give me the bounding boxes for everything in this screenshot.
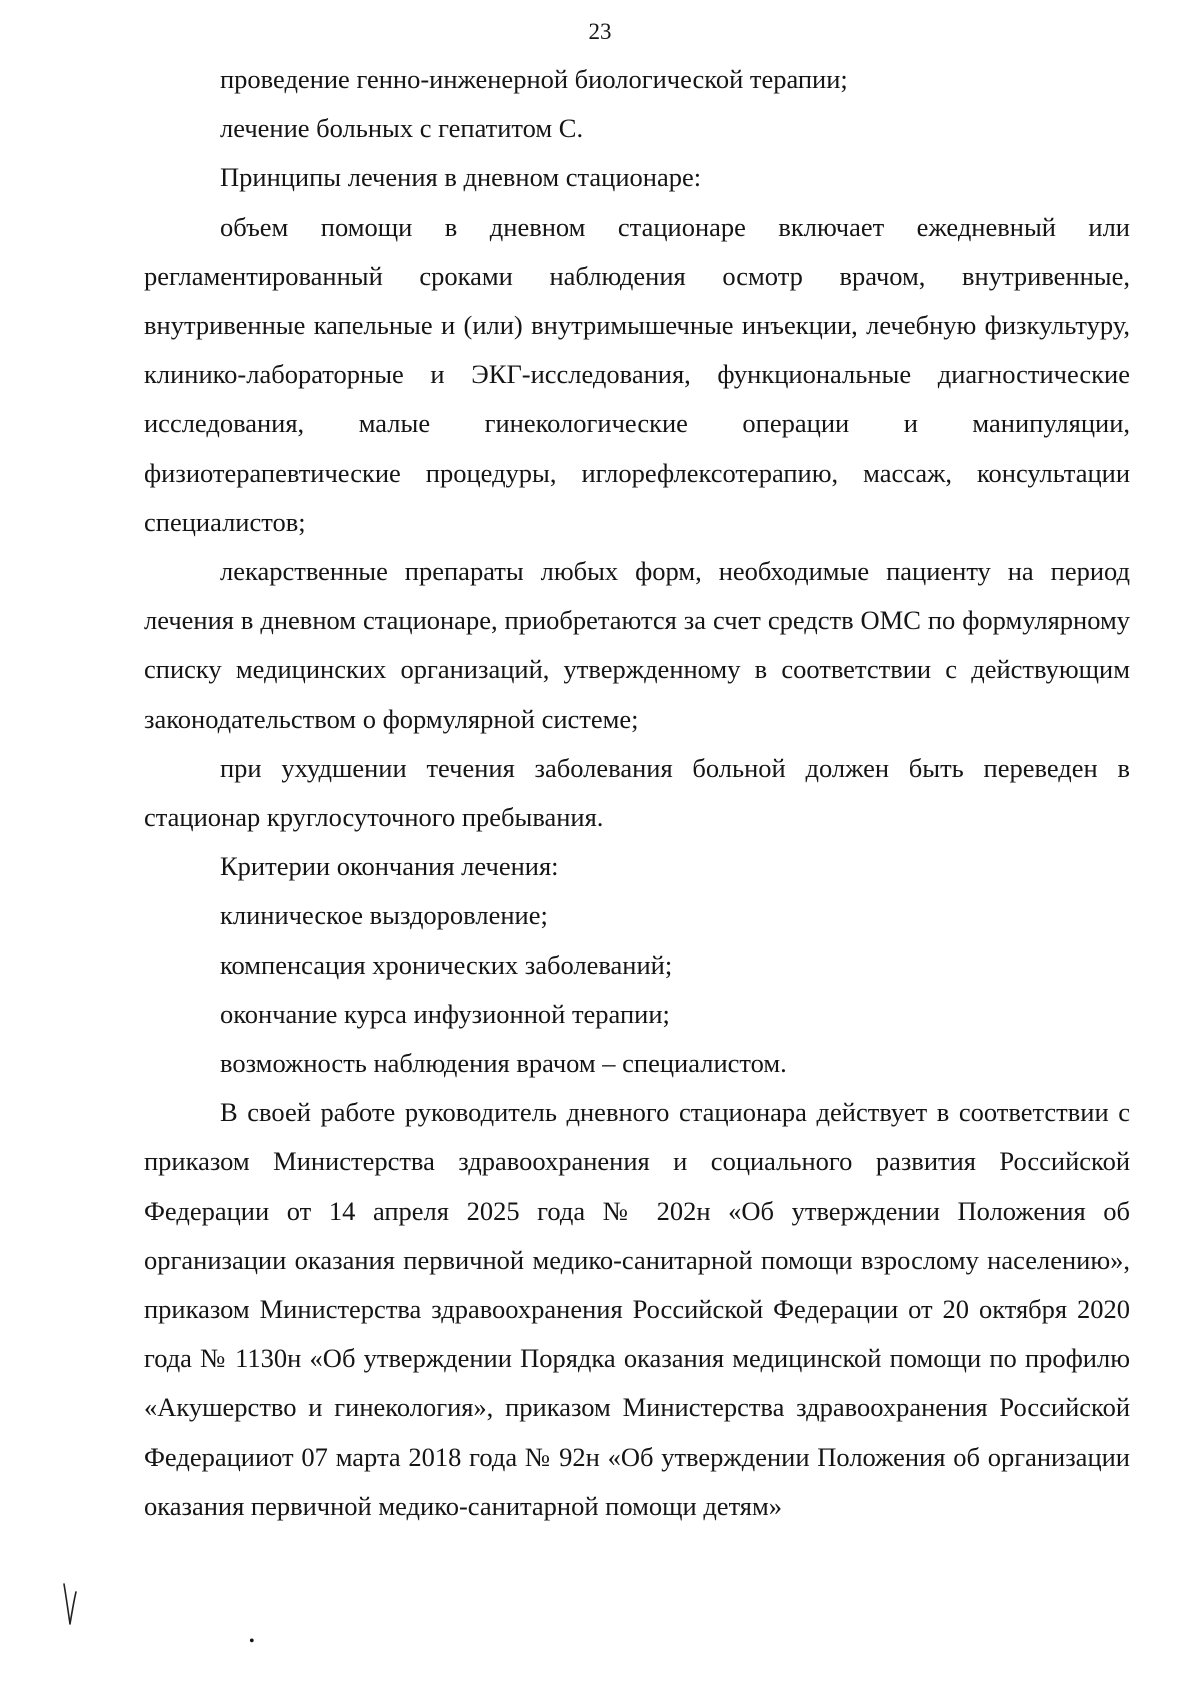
ink-speck: • xyxy=(249,1633,255,1650)
paragraph-completion-criteria-heading: Критерии окончания лечения: xyxy=(220,851,559,882)
paragraph-transfer: при ухудшении течения заболевания больной должен быть переведен в стационар круглосуточного пребывания. xyxy=(144,752,1130,833)
paragraph-medications: лекарственные препараты любых форм, необходимые пациенту на период лечения в дневном стационаре, приобретаются за счет средств ОМС по формулярному списку медицинских организаций, утвержденному в соответствии с действующим законодательством о формулярной системе; xyxy=(144,556,1130,734)
paragraph-criterion-infusion: окончание курса инфузионной терапии; xyxy=(220,998,670,1029)
paragraph-scope-of-care: объем помощи в дневном стационаре включает ежедневный или регламентированный сроками наблюдения осмотр врачом, внутривенные, внутривенные капельные и (или) внутримышечные инъекции, лечебную физкультуру, клинико-лабораторные и ЭКГ-исследования, функциональные диагностические исследования, малые гинекологические операции и манипуляции, физиотерапевтические процедуры, иглорефлексотерапию, массаж, консультации специалистов; xyxy=(144,211,1130,537)
paragraph-regulatory-basis: В своей работе руководитель дневного стационара действует в соответствии с приказом Министерства здравоохранения и социального развития Российской Федерации от 14 апреля 2025 года № 202н «Об утверждении Положения об организации оказания первичной медико-санитарной помощи взрослому населению», приказом Министерства здравоохранения Российской Федерации от 20 октября 2020 года № 1130н «Об утверждении Порядка оказания медицинской помощи по профилю «Акушерство и гинекология», приказом Министерства здравоохранения Российской Федерацииот 07 марта 2018 года № 92н «Об утверждении Положения об организации оказания первичной медико-санитарной помощи детям» xyxy=(144,1097,1130,1521)
paragraph-criterion-compensation: компенсация хронических заболеваний; xyxy=(220,949,673,980)
page-number: 23 xyxy=(588,19,612,44)
paragraph-treatment-principles-heading: Принципы лечения в дневном стационаре: xyxy=(220,162,702,193)
body-text xyxy=(144,55,1130,1531)
handwritten-margin-mark xyxy=(62,1582,78,1626)
paragraph-criterion-observation: возможность наблюдения врачом – специалистом. xyxy=(220,1048,787,1079)
paragraph-hepatitis-c: лечение больных с гепатитом С. xyxy=(220,113,584,144)
paragraph-criterion-recovery: клиническое выздоровление; xyxy=(220,900,548,931)
paragraph-genetic-therapy: проведение генно-инженерной биологической терапии; xyxy=(220,64,848,94)
